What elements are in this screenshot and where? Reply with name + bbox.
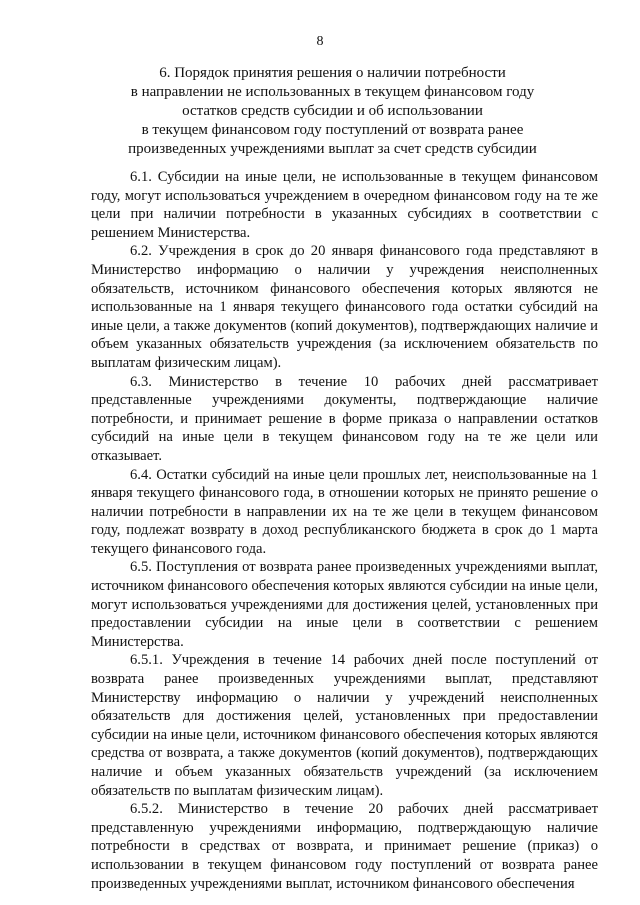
paragraph-6-5-1: 6.5.1. Учреждения в течение 14 рабочих дней после поступлений от возврата ранее произведенных учреждениями выплат, представляют Министерству информацию о наличии у учреждений неисполненных обязательств для достижения целей, установленных при предоставлении субсидии на иные цели, источником финансового обеспечения которых являются средства от возврата, а также документов (копий документов), подтверждающих наличие и объем указанных обязательств учреждений (за исключением обязательств по выплатам физическим лицам).	[91, 652, 598, 799]
paragraph-6-1: 6.1. Субсидии на иные цели, не использованные в текущем финансовом году, могут использоваться учреждением в очередном финансовом году на те же цели при наличии потребности в указанных субсидиях в соответствии с решением Министерства.	[91, 169, 598, 241]
paragraph-6-4: 6.4. Остатки субсидий на иные цели прошлых лет, неиспользованные на 1 января текущего финансового года, в отношении которых не принято решение о наличии потребности в направлении их на те же цели в текущем финансовом году, подлежат возврату в доход республиканского бюджета в срок до 1 марта текущего финансового года.	[91, 466, 598, 557]
paragraph-6-2: 6.2. Учреждения в срок до 20 января финансового года представляют в Министерство информацию о наличии у учреждения неисполненных обязательств, источником финансового обеспечения которых являются не использованные на 1 января текущего финансового года остатки субсидий на иные цели, а также документов (копий документов), подтверждающих наличие и объем указанных обязательств учреждения (за исключением обязательств по выплатам физическим лицам).	[91, 243, 598, 371]
paragraph-6-5: 6.5. Поступления от возврата ранее произведенных учреждениями выплат, источником финансового обеспечения которых являются субсидии на иные цели, могут использоваться учреждениями для достижения целей, установленных при предоставлении субсидии на иные цели в соответствии с решением Министерства.	[91, 559, 598, 650]
section-heading	[90, 64, 575, 159]
heading-line: в текущем финансовом году поступлений от возврата ранее	[141, 122, 524, 138]
heading-line: остатков средств субсидии и об использовании	[182, 103, 483, 119]
paragraph-6-5-2: 6.5.2. Министерство в течение 20 рабочих дней рассматривает представленную учреждениями информацию, подтверждающую наличие потребности в средствах от возврата, и принимает решение (приказ) о использовании в текущем финансовом году поступлений от возврата ранее произведенных учреждениями выплат, источником финансового обеспечения	[91, 801, 598, 892]
heading-line: 6. Порядок принятия решения о наличии потребности	[159, 65, 506, 81]
section-body	[91, 168, 598, 893]
page-number: 8	[316, 34, 324, 49]
heading-line: в направлении не использованных в текущем финансовом году	[130, 84, 535, 100]
heading-line: произведенных учреждениями выплат за счет средств субсидии	[128, 141, 537, 157]
paragraph-6-3: 6.3. Министерство в течение 10 рабочих дней рассматривает представленные учреждениями документы, подтверждающие наличие потребности, и принимает решение в форме приказа о направлении остатков субсидий на иные цели в текущем финансовом году на те же цели или отказывает.	[91, 373, 598, 464]
